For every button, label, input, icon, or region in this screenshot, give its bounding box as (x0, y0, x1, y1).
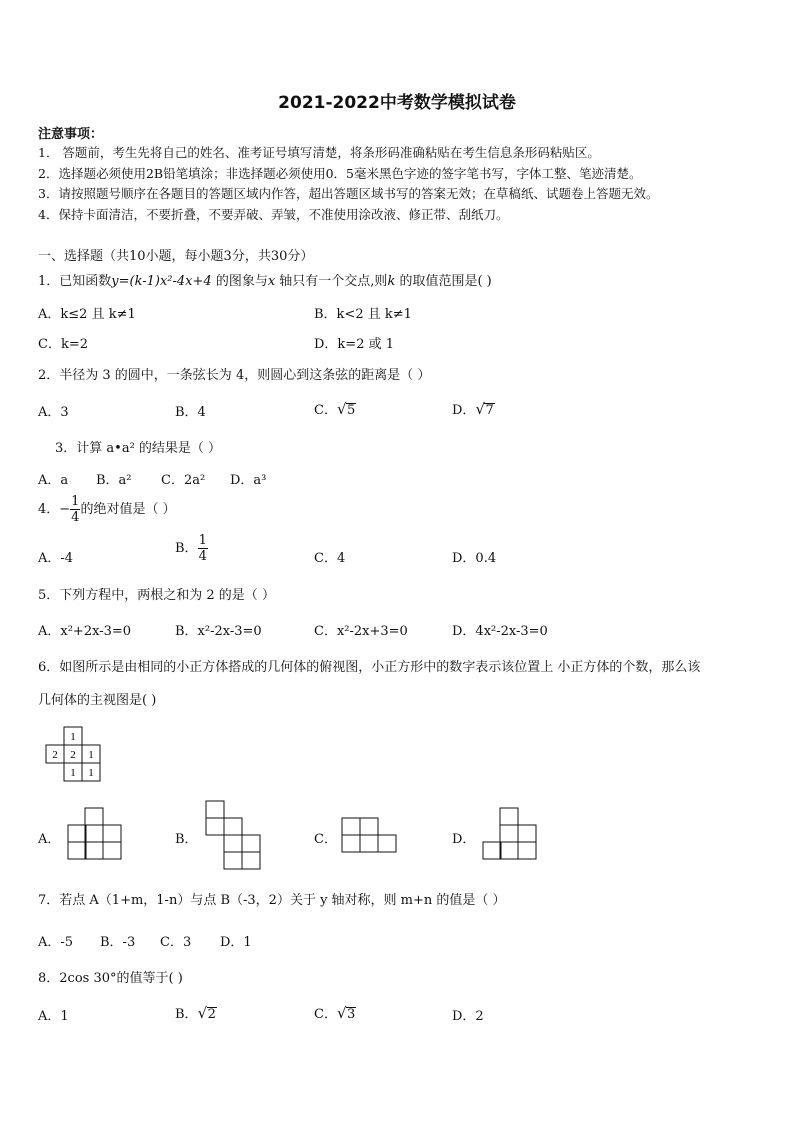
q4-option-d[interactable]: D．0.4 (452, 551, 497, 566)
question-5-stem: 5．下列方程中，两根之和为 2 的是（ ） (38, 588, 275, 603)
sqrt-symbol: √ 5 (336, 400, 356, 418)
sqrt-symbol: √ 3 (336, 1004, 356, 1022)
q4-suffix: 的绝对值是（ ） (80, 502, 176, 517)
q6-option-a-label[interactable]: A． (38, 832, 61, 847)
q4-prefix: 4．− (38, 502, 71, 517)
question-7-stem: 7．若点 A（1+m，1-n）与点 B（-3，2）关于 y 轴对称，则 m+n 的值是（ ） (38, 893, 506, 908)
q7-option-a[interactable]: A．-5 (38, 935, 74, 950)
question-1-stem (38, 270, 492, 289)
q1-option-a[interactable]: A．k≤2 且 k≠1 (38, 307, 136, 322)
notice-item-2: 2．选择题必须使用2B铅笔填涂；非选择题必须使用0．5毫米黑色字迹的签字笔书写，字体工整、笔迹清楚。 (38, 166, 642, 181)
q1-option-c[interactable]: C．k=2 (38, 337, 88, 352)
question-6-stem-line1: 6．如图所示是由相同的小正方体搭成的几何体的俯视图，小正方形中的数字表示该位置上 小正方体的个数，那么该 (38, 660, 701, 675)
q6-option-b-figure[interactable] (205, 800, 261, 872)
q5-option-a[interactable]: A．x²+2x-3=0 (38, 624, 132, 639)
q5-option-b[interactable]: B．x²-2x-3=0 (175, 624, 262, 639)
notice-item-3: 3．请按照题号顺序在各题目的答题区域内作答，超出答题区域书写的答案无效；在草稿纸、试题卷上答题无效。 (38, 186, 659, 201)
q4-option-c[interactable]: C．4 (314, 551, 346, 566)
q4-option-b-fraction (198, 534, 208, 563)
q8-option-c[interactable] (314, 1003, 356, 1022)
question-6-stem-line2: 几何体的主视图是( ) (38, 693, 157, 708)
q7-option-c[interactable]: C．3 (160, 935, 192, 950)
q1-function: y=(k-1)x²-4x+4 (111, 274, 212, 289)
grid-number: 1 (70, 731, 76, 743)
q6-top-view-grid (44, 726, 104, 782)
q3-option-d[interactable]: D．a³ (230, 473, 267, 488)
grid-number: 2 (52, 749, 58, 761)
q2-option-d-label: D． (452, 403, 476, 418)
grid-number: 1 (88, 749, 94, 761)
q1-option-b[interactable]: B．k<2 且 k≠1 (314, 307, 412, 322)
grid-number: 1 (88, 767, 94, 779)
notice-item-4: 4．保持卡面清洁，不要折叠，不要弄破、弄皱，不准使用涂改液、修正带、刮纸刀。 (38, 207, 509, 222)
q6-option-d-label[interactable]: D． (452, 832, 476, 847)
q3-option-b[interactable]: B．a² (96, 473, 132, 488)
section-heading: 一、选择题（共10小题，每小题3分，共30分） (38, 249, 314, 264)
q1-var-k: k (387, 274, 396, 289)
q6-option-b-label[interactable]: B． (175, 832, 198, 847)
q7-option-b[interactable]: B．-3 (100, 935, 136, 950)
q6-option-c-label[interactable]: C． (314, 832, 337, 847)
q1-mid: 的图象与 (211, 274, 268, 289)
q3-option-c[interactable]: C．2a² (161, 473, 206, 488)
q3-option-a[interactable]: A．a (38, 473, 69, 488)
q4-fraction (70, 495, 80, 524)
notice-item-1: 1． 答题前，考生先将自己的姓名、准考证号填写清楚，将条形码准确粘贴在考生信息条形码粘贴区。 (38, 145, 600, 160)
q4-fraction-denominator: 4 (71, 510, 80, 525)
q6-option-c-figure[interactable] (341, 817, 397, 855)
q6-option-d-figure[interactable] (482, 807, 538, 861)
q2-option-a[interactable]: A．3 (38, 405, 69, 420)
q1-option-d[interactable]: D．k=2 或 1 (314, 337, 394, 352)
fraction-numerator: 1 (198, 533, 207, 548)
q2-option-b[interactable]: B．4 (175, 405, 206, 420)
grid-number: 2 (70, 749, 76, 761)
q8-option-b-radicand: 2 (207, 1007, 216, 1022)
q8-option-c-radicand: 3 (346, 1007, 356, 1022)
q1-var-x: x (267, 274, 276, 289)
sqrt-symbol: √ 7 (475, 400, 494, 418)
q5-option-d[interactable]: D．4x²-2x-3=0 (452, 624, 548, 639)
q4-option-a[interactable]: A．-4 (38, 551, 74, 566)
q8-option-c-label: C． (314, 1007, 337, 1022)
question-4-stem (38, 495, 176, 524)
question-3-stem: 3．计算 a•a² 的结果是（ ） (55, 441, 222, 456)
q1-prefix: 1．已知函数 (38, 274, 112, 289)
q8-option-d[interactable]: D．2 (452, 1009, 484, 1024)
notice-heading: 注意事项： (38, 127, 104, 142)
q7-option-d[interactable]: D．1 (220, 935, 252, 950)
q2-option-c[interactable] (314, 399, 356, 418)
q4-option-b-label: B． (175, 541, 198, 556)
q8-option-b-label: B． (175, 1007, 198, 1022)
q2-option-d[interactable] (452, 399, 495, 418)
sqrt-symbol: √ 2 (197, 1004, 216, 1022)
page-title: 2021-2022中考数学模拟试卷 (278, 93, 516, 113)
q8-option-a[interactable]: A．1 (38, 1009, 69, 1024)
q2-option-c-radicand: 5 (346, 403, 356, 418)
q6-option-a-figure[interactable] (67, 807, 123, 861)
q5-option-c[interactable]: C．x²-2x+3=0 (314, 624, 408, 639)
question-2-stem: 2．半径为 3 的圆中，一条弦长为 4，则圆心到这条弦的距离是（ ） (38, 368, 431, 383)
grid-number: 1 (70, 767, 76, 779)
q4-option-b[interactable] (175, 534, 208, 563)
q4-fraction-numerator: 1 (71, 494, 80, 509)
q1-suffix: 的取值范围是( ) (395, 274, 492, 289)
question-8-stem: 8．2cos 30°的值等于( ) (38, 971, 183, 986)
q8-option-b[interactable] (175, 1003, 217, 1022)
q2-option-c-label: C． (314, 403, 337, 418)
q1-mid2: 轴只有一个交点,则 (275, 274, 388, 289)
fraction-denominator: 4 (198, 549, 207, 564)
q2-option-d-radicand: 7 (485, 403, 494, 418)
